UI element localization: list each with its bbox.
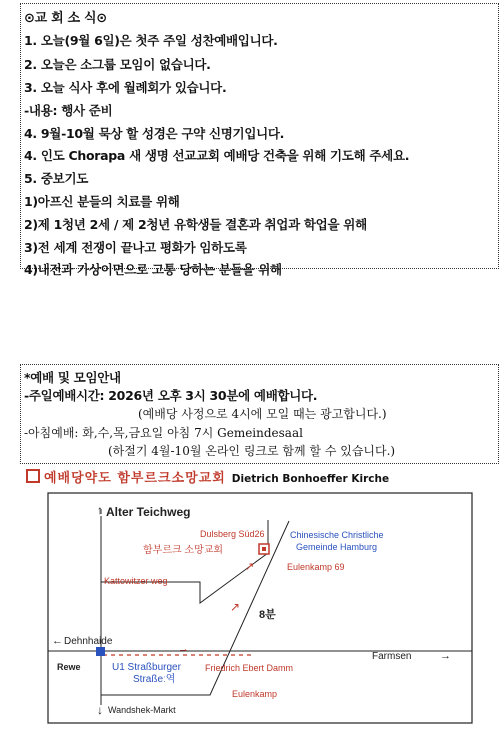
label-eulenkamp69: Eulenkamp 69 — [287, 562, 345, 572]
label-minutes: 8분 — [259, 609, 276, 621]
station-marker-icon — [96, 647, 105, 656]
map-title-english: Dietrich Bonhoeffer Kirche — [231, 473, 390, 485]
news-line-7: 5. 중보기도 — [24, 171, 88, 186]
label-dehnhaide: Dehnhaide — [64, 636, 113, 647]
news-line-11: 4)내전과 가상이면으로 고통 당하는 분들을 위해 — [24, 262, 282, 277]
worship-line-4: (하절기 4월-10월 온라인 링크로 함께 할 수 있습니다.) — [108, 444, 396, 458]
arrow-right-icon: → — [440, 650, 451, 662]
label-dulsberg: Dulsberg Süd26 — [200, 529, 265, 539]
route-arrow-up-icon: ↗ — [230, 600, 241, 614]
church-news-title: ⊙교 회 소 식⊙ — [24, 11, 107, 26]
news-line-9: 2)제 1청년 2세 / 제 2청년 유학생들 결혼과 취업과 학업을 위해 — [24, 217, 367, 232]
label-farmsen: Farmsen — [372, 651, 412, 662]
label-hamburg-church: 함부르크 소망교회 — [143, 545, 224, 556]
news-line-6: 4. 인도 Chorapa 새 생명 선교교회 예배당 건축을 위해 기도해 주세요. — [24, 148, 410, 163]
arrow-down-icon: ↓ — [97, 703, 103, 717]
arrow-left-icon: ← — [52, 635, 63, 647]
worship-line-2: (예배당 사정으로 4시에 모일 때는 광고합니다.) — [138, 407, 387, 421]
label-alter-teichweg: Alter Teichweg — [106, 505, 191, 519]
news-line-8: 1)아프신 분들의 치료를 위해 — [24, 194, 180, 209]
worship-line-3: -아침예배: 화,수,목,금요일 아침 7시 Gemeindesaal — [24, 426, 303, 440]
label-wandsbek: Wandshek-Markt — [108, 705, 176, 715]
news-line-1: 1. 오늘(9월 6일)은 첫주 주일 성찬예배입니다. — [24, 33, 278, 48]
route-arrow-icon: → — [178, 643, 189, 655]
news-line-10: 3)전 세계 전쟁이 끝나고 평화가 임하도록 — [24, 240, 247, 255]
map-title-korean: 예배당약도 함부르크소망교회 — [44, 471, 226, 486]
news-line-4: -내용: 행사 준비 — [24, 103, 113, 118]
label-u1: U1 Straßburger — [112, 662, 181, 673]
church-arrow-icon: ↗ — [245, 561, 255, 573]
label-kattowitzer: Kattowitzer weg — [104, 576, 168, 586]
label-chinesische-1: Chinesische Christliche — [290, 530, 384, 540]
label-friedrich: Friedrich Ebert Damm — [205, 663, 294, 673]
label-station: Straßeː역 — [133, 674, 176, 685]
label-rewe: Rewe — [57, 662, 81, 672]
worship-line-1: -주일예배시간: 2026년 오후 3시 30분에 예배합니다. — [24, 388, 318, 403]
arrow-up-icon: ↑ — [97, 503, 103, 517]
label-chinesische-2: Gemeinde Hamburg — [296, 542, 378, 552]
label-eulenkamp: Eulenkamp — [232, 689, 278, 699]
worship-title: *예배 및 모임안내 — [24, 370, 121, 385]
news-line-2: 2. 오늘은 소그룹 모임이 없습니다. — [24, 57, 211, 72]
news-line-5: 4. 9월-10월 묵상 할 성경은 구약 신명기입니다. — [24, 126, 285, 141]
news-line-3: 3. 오늘 식사 후에 월례회가 있습니다. — [24, 80, 227, 95]
